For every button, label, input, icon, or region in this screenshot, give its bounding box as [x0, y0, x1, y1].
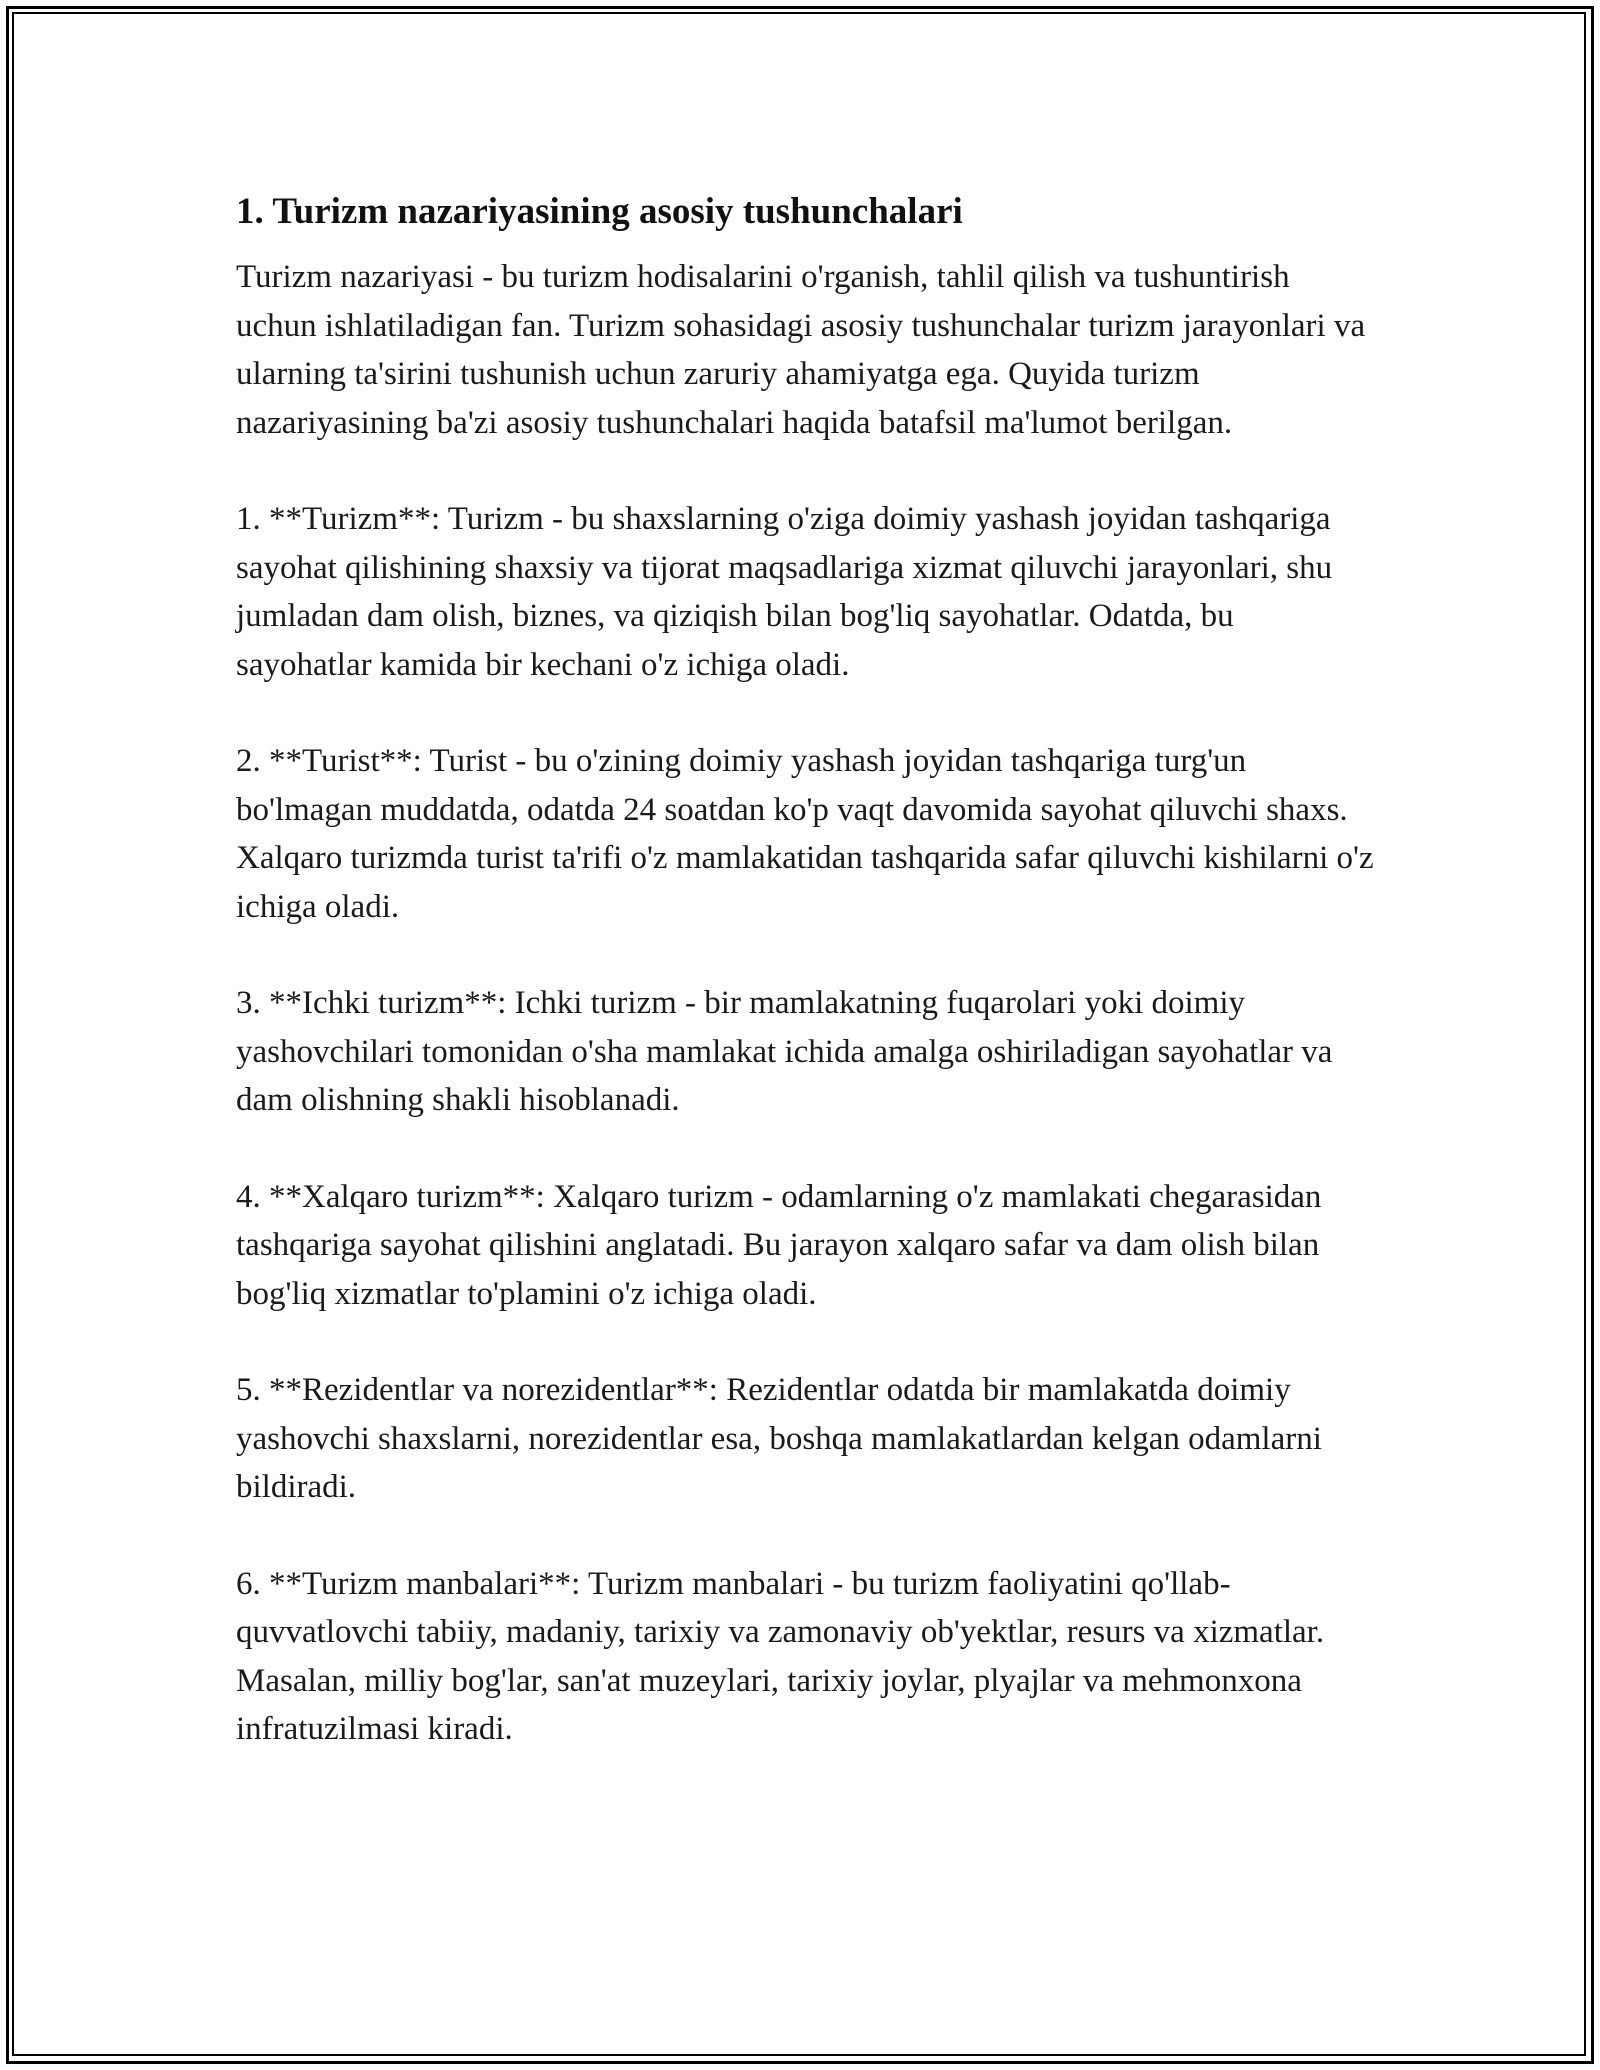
definition-turist: 2. **Turist**: Turist - bu o'zining doimiy yashash joyidan tashqariga turg'un bo'lmagan muddatda, odatda 24 soatdan ko'p vaqt davomida sayohat qiluvchi shaxs. Xalqaro turizmda turist ta'rifi o'z mamlakatidan tashqarida safar qiluvchi kishilarni o'z ichiga oladi. — [236, 743, 1374, 925]
definition-xalqaro-turizm: 4. **Xalqaro turizm**: Xalqaro turizm - odamlarning o'z mamlakati chegarasidan tashqariga sayohat qilishini anglatadi. Bu jarayon xalqaro safar va dam olish bilan bog'liq xizmatlar to'plamini o'z ichiga oladi. — [236, 1178, 1322, 1312]
definition-turizm-manbalari: 6. **Turizm manbalari**: Turizm manbalari - bu turizm faoliyatini qo'llab-quvvatlovchi tabiiy, madaniy, tarixiy va zamonaviy ob'yektlar, resurs va xizmatlar. Masalan, milliy bog'lar, san'at muzeylari, tarixiy joylar, plyajlar va mehmonxona infratuzilmasi kiradi. — [236, 1565, 1325, 1747]
intro-paragraph: Turizm nazariyasi - bu turizm hodisalarini o'rganish, tahlil qilish va tushuntirish uchun ishlatiladigan fan. Turizm sohasidagi asosiy tushunchalar turizm jarayonlari va ularning ta'sirini tushunish uchun zaruriy ahamiyatga ega. Quyida turizm nazariyasining ba'zi asosiy tushunchalari haqida batafsil ma'lumot berilgan. — [236, 259, 1366, 441]
definition-turizm: 1. **Turizm**: Turizm - bu shaxslarning o'ziga doimiy yashash joyidan tashqariga sayohat qilishining shaxsiy va tijorat maqsadlariga xizmat qiluvchi jarayonlari, shu jumladan dam olish, biznes, va qiziqish bilan bog'liq sayohatlar. Odatda, bu sayohatlar kamida bir kechani o'z ichiga oladi. — [236, 501, 1333, 683]
definition-ichki-turizm: 3. **Ichki turizm**: Ichki turizm - bir mamlakatning fuqarolari yoki doimiy yashovchilari tomonidan o'sha mamlakat ichida amalga oshiriladigan sayohatlar va dam olishning shakli hisoblanadi. — [236, 985, 1333, 1118]
definition-rezidentlar: 5. **Rezidentlar va norezidentlar**: Rezidentlar odatda bir mamlakatda doimiy yashovchi shaxslarni, norezidentlar esa, boshqa mamlakatlardan kelgan odamlarni bildiradi. — [236, 1372, 1322, 1505]
document-body — [236, 187, 1376, 1754]
section-heading: 1. Turizm nazariyasining asosiy tushunchalari — [236, 191, 963, 232]
